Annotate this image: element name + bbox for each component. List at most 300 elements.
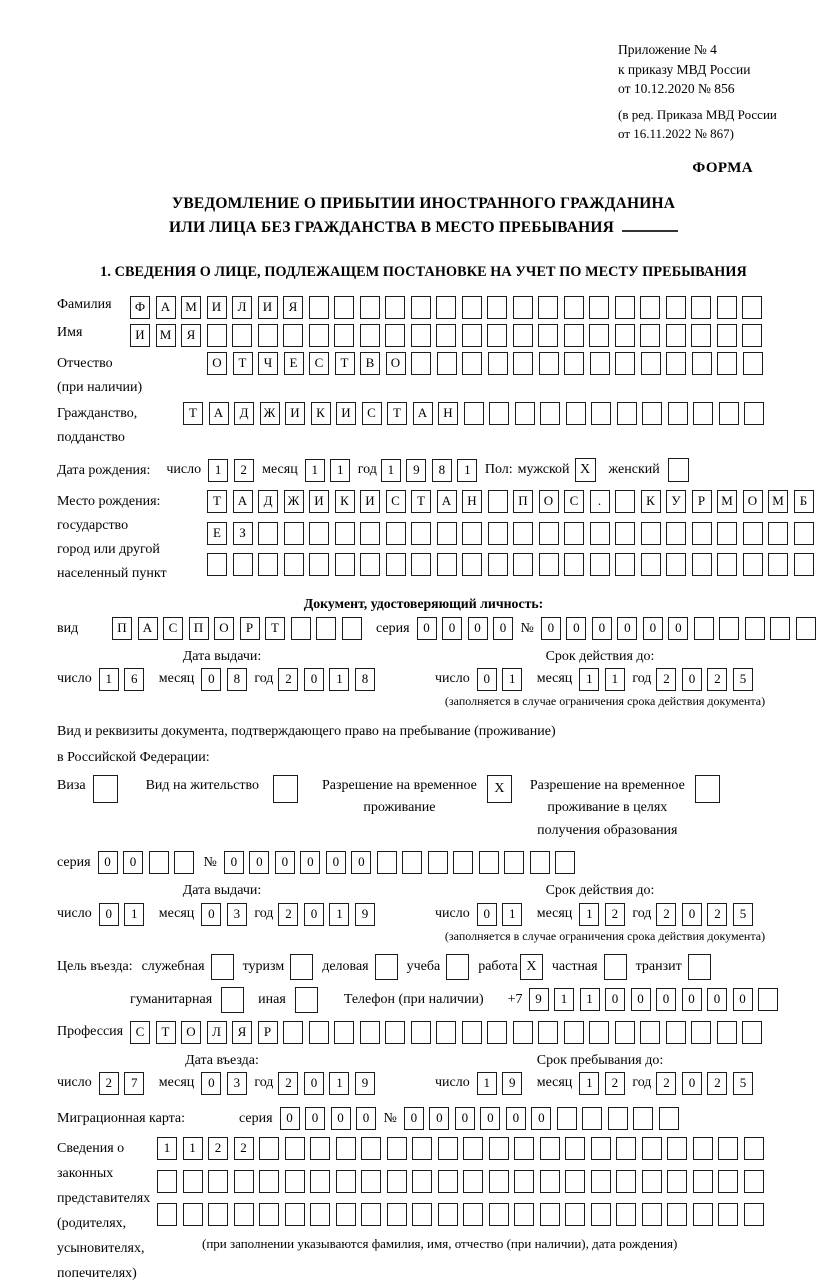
char-cell: Д (258, 490, 278, 513)
birthplace-cells-row2 (207, 522, 819, 545)
section1-heading: 1. СВЕДЕНИЯ О ЛИЦЕ, ПОДЛЕЖАЩЕМ ПОСТАНОВКЕ НА УЧЕТ ПО МЕСТУ ПРЕБЫВАНИЯ (100, 264, 747, 281)
patronymic-label-line: Отчество (57, 355, 113, 371)
char-cell: 0 (326, 851, 346, 874)
given-name-row (57, 324, 790, 347)
char-cell (693, 1203, 713, 1226)
form-title (57, 192, 790, 240)
char-cell (615, 352, 635, 375)
form-title-line2: ИЛИ ЛИЦА БЕЗ ГРАЖДАНСТВА В МЕСТО ПРЕБЫВАНИЯ (57, 216, 790, 240)
day-label: число (57, 671, 92, 687)
char-cell: 0 (541, 617, 561, 640)
char-cell (539, 553, 559, 576)
birth-month-cells (305, 459, 356, 482)
birthplace-cells-row3 (207, 553, 819, 576)
char-cell (719, 617, 739, 640)
char-cell (667, 1203, 687, 1226)
citizenship-row (57, 402, 790, 450)
purpose-business: деловая (322, 954, 397, 980)
char-cell (589, 1021, 609, 1044)
birthplace-label (57, 490, 207, 586)
char-cell: 0 (455, 1107, 475, 1130)
char-cell: И (285, 402, 305, 425)
char-cell (411, 296, 431, 319)
char-cell: С (362, 402, 382, 425)
char-cell (377, 851, 397, 874)
char-cell: 1 (124, 903, 144, 926)
option-temp-residence-label: Разрешение на временное проживание (321, 778, 477, 816)
char-cell: 0 (331, 1107, 351, 1130)
char-cell (692, 553, 712, 576)
char-cell: 2 (278, 668, 298, 691)
char-cell: С (130, 1021, 150, 1044)
char-cell (259, 1203, 279, 1226)
month-label: месяц (262, 462, 298, 478)
char-cell (342, 617, 362, 640)
char-cell (617, 402, 637, 425)
char-cell (285, 1137, 305, 1160)
char-cell (693, 1170, 713, 1193)
char-cell (717, 553, 737, 576)
char-cell (464, 402, 484, 425)
char-cell: И (309, 490, 329, 513)
char-cell (693, 1137, 713, 1160)
doc-number-label: № (520, 620, 534, 636)
entry-purpose-row2 (130, 987, 790, 1013)
annex-line: к приказу МВД России (618, 61, 751, 77)
profession-row (57, 1021, 790, 1044)
char-cell (642, 1170, 662, 1193)
phone-prefix: +7 (507, 991, 523, 1007)
char-cell (462, 352, 482, 375)
char-cell (183, 1203, 203, 1226)
char-cell (717, 352, 737, 375)
residence-issue-heading: Дата выдачи: (182, 883, 262, 899)
purpose-work: работа X (478, 954, 543, 980)
char-cell: 1 (579, 668, 599, 691)
char-cell: Б (794, 490, 814, 513)
char-cell: 7 (124, 1072, 144, 1095)
representatives-cells-row3 (157, 1203, 769, 1226)
char-cell: 0 (304, 1072, 324, 1095)
entry-month-cells (201, 1072, 252, 1095)
char-cell: 0 (631, 988, 651, 1011)
char-cell: 0 (493, 617, 513, 640)
char-cell: 0 (429, 1107, 449, 1130)
entry-date-group (57, 1052, 435, 1096)
representatives-label-line: усыновителях, (57, 1240, 145, 1256)
char-cell (234, 1203, 254, 1226)
char-cell: 8 (227, 668, 247, 691)
char-cell (360, 522, 380, 545)
char-cell: Ж (284, 490, 304, 513)
doc-type-cells (112, 617, 367, 640)
char-cell (768, 522, 788, 545)
sex-male-checkbox: X (575, 458, 596, 482)
char-cell (540, 1203, 560, 1226)
char-cell (694, 617, 714, 640)
char-cell: 1 (330, 459, 350, 482)
sex-male-label: мужской (517, 462, 570, 478)
char-cell: 2 (656, 1072, 676, 1095)
representatives-label-line: законных (57, 1166, 114, 1182)
char-cell: 1 (579, 1072, 599, 1095)
residence-valid-heading: Срок действия до: (545, 883, 655, 899)
char-cell: 9 (355, 1072, 375, 1095)
char-cell (633, 1107, 653, 1130)
entry-day-cells (99, 1072, 150, 1095)
char-cell (284, 522, 304, 545)
char-cell: С (163, 617, 183, 640)
char-cell (540, 1170, 560, 1193)
purpose-other: иная (258, 987, 318, 1013)
char-cell (259, 1170, 279, 1193)
migration-series-cells (280, 1107, 382, 1130)
doc-issue-day-cells (99, 668, 150, 691)
representatives-label (57, 1137, 157, 1286)
char-cell (642, 1203, 662, 1226)
char-cell: 8 (432, 459, 452, 482)
char-cell: Ж (260, 402, 280, 425)
char-cell (487, 296, 507, 319)
char-cell (770, 617, 790, 640)
char-cell: 0 (707, 988, 727, 1011)
char-cell (666, 324, 686, 347)
annex-line: от 10.12.2020 № 856 (618, 81, 735, 97)
residence-number-cells (224, 851, 581, 874)
char-cell: Р (240, 617, 260, 640)
char-cell: Е (284, 352, 304, 375)
month-label: месяц (536, 671, 573, 687)
purpose-other-checkbox (295, 987, 318, 1013)
representatives-cells-row1 (157, 1137, 769, 1160)
char-cell (539, 352, 559, 375)
char-cell (291, 617, 311, 640)
char-cell (336, 1170, 356, 1193)
char-cell: 1 (477, 1072, 497, 1095)
birth-date-label: Дата рождения: (57, 463, 151, 479)
purpose-tourism-checkbox (290, 954, 313, 980)
profession-label: Профессия (57, 1024, 124, 1040)
stay-until-group (435, 1052, 790, 1096)
char-cell: 0 (304, 903, 324, 926)
char-cell (608, 1107, 628, 1130)
residence-valid-month-cells (579, 903, 630, 926)
purpose-transit: транзит (636, 954, 711, 980)
char-cell (794, 522, 814, 545)
char-cell: 1 (329, 1072, 349, 1095)
char-cell (258, 324, 278, 347)
citizenship-label (57, 402, 183, 450)
char-cell (719, 402, 739, 425)
annex-line: Приложение № 4 (618, 42, 717, 57)
char-cell (590, 522, 610, 545)
char-cell (513, 324, 533, 347)
char-cell: Ф (130, 296, 150, 319)
annex-reference (618, 40, 790, 143)
char-cell: 0 (300, 851, 320, 874)
char-cell: 2 (234, 1137, 254, 1160)
char-cell: М (768, 490, 788, 513)
char-cell (453, 851, 473, 874)
char-cell: Т (233, 352, 253, 375)
char-cell: С (564, 490, 584, 513)
char-cell (335, 553, 355, 576)
char-cell: Я (181, 324, 201, 347)
char-cell (207, 553, 227, 576)
char-cell (666, 296, 686, 319)
purpose-private-checkbox (604, 954, 627, 980)
stay-year-cells (656, 1072, 758, 1095)
char-cell (428, 851, 448, 874)
char-cell: 0 (477, 668, 497, 691)
char-cell: 1 (157, 1137, 177, 1160)
char-cell (438, 1137, 458, 1160)
char-cell (692, 352, 712, 375)
char-cell: А (138, 617, 158, 640)
doc-valid-month-cells (579, 668, 630, 691)
char-cell: 0 (201, 903, 221, 926)
option-residence-permit (146, 775, 298, 803)
char-cell: Л (232, 296, 252, 319)
char-cell (642, 1137, 662, 1160)
char-cell: 0 (605, 988, 625, 1011)
char-cell: 2 (707, 1072, 727, 1095)
entry-dates (57, 1052, 790, 1096)
char-cell: 2 (605, 1072, 625, 1095)
char-cell (479, 851, 499, 874)
residence-doc-intro-line: Вид и реквизиты документа, подтверждающего право на пребывание (проживание) (57, 724, 556, 740)
doc-type-label: вид (57, 620, 79, 636)
representatives-row (57, 1137, 790, 1286)
char-cell (666, 352, 686, 375)
char-cell: З (233, 522, 253, 545)
char-cell (513, 553, 533, 576)
char-cell: О (181, 1021, 201, 1044)
month-label: месяц (536, 905, 573, 921)
option-visa (57, 775, 118, 803)
stay-day-cells (477, 1072, 528, 1095)
char-cell (718, 1203, 738, 1226)
entry-year-cells (278, 1072, 380, 1095)
doc-number-cells (541, 617, 821, 640)
char-cell (149, 851, 169, 874)
char-cell: 0 (531, 1107, 551, 1130)
residence-issue-day-cells (99, 903, 150, 926)
char-cell: Н (438, 402, 458, 425)
char-cell (691, 1021, 711, 1044)
purpose-official: служебная (142, 954, 234, 980)
char-cell: 0 (442, 617, 462, 640)
birth-day-cells (208, 459, 259, 482)
char-cell: Т (183, 402, 203, 425)
char-cell (539, 522, 559, 545)
char-cell: Р (692, 490, 712, 513)
char-cell (462, 553, 482, 576)
char-cell (208, 1203, 228, 1226)
char-cell (591, 1170, 611, 1193)
char-cell: М (156, 324, 176, 347)
purpose-tourism: туризм (243, 954, 314, 980)
char-cell (488, 553, 508, 576)
residence-issue-year-cells (278, 903, 380, 926)
char-cell: К (311, 402, 331, 425)
char-cell (309, 324, 329, 347)
char-cell: 1 (329, 903, 349, 926)
sex-female-label: женский (608, 462, 660, 478)
char-cell: 0 (733, 988, 753, 1011)
char-cell: Ч (258, 352, 278, 375)
char-cell: 0 (480, 1107, 500, 1130)
char-cell (462, 296, 482, 319)
given-name-label: Имя (57, 324, 83, 340)
char-cell (412, 1170, 432, 1193)
char-cell (387, 1203, 407, 1226)
profession-cells (130, 1021, 768, 1044)
citizenship-label-line: подданство (57, 430, 125, 446)
char-cell: . (590, 490, 610, 513)
char-cell: О (207, 352, 227, 375)
char-cell (692, 522, 712, 545)
char-cell (768, 553, 788, 576)
char-cell (437, 553, 457, 576)
doc-issue-heading: Дата выдачи: (182, 648, 262, 664)
option-temp-residence-checkbox: X (487, 775, 512, 803)
char-cell: 0 (617, 617, 637, 640)
char-cell (259, 1137, 279, 1160)
char-cell: 0 (643, 617, 663, 640)
residence-doc-intro (57, 719, 790, 771)
char-cell (717, 296, 737, 319)
char-cell (591, 1137, 611, 1160)
char-cell: 0 (682, 903, 702, 926)
char-cell (334, 324, 354, 347)
year-label: год (632, 905, 652, 921)
char-cell: 1 (580, 988, 600, 1011)
char-cell (513, 296, 533, 319)
char-cell (564, 553, 584, 576)
sex-label: Пол: (484, 462, 513, 478)
char-cell (360, 296, 380, 319)
char-cell: Я (283, 296, 303, 319)
year-label: год (632, 671, 652, 687)
char-cell (745, 617, 765, 640)
char-cell: 0 (477, 903, 497, 926)
char-cell (488, 352, 508, 375)
char-cell: Т (335, 352, 355, 375)
patronymic-cells (207, 352, 768, 375)
option-temp-residence (322, 775, 512, 820)
char-cell: Р (258, 1021, 278, 1044)
char-cell: А (209, 402, 229, 425)
char-cell (487, 324, 507, 347)
char-cell: 0 (682, 668, 702, 691)
char-cell: 1 (605, 668, 625, 691)
purpose-study-checkbox (446, 954, 469, 980)
char-cell (258, 522, 278, 545)
char-cell (309, 296, 329, 319)
char-cell: 2 (234, 459, 254, 482)
char-cell (174, 851, 194, 874)
char-cell (334, 1021, 354, 1044)
char-cell (743, 553, 763, 576)
char-cell (642, 402, 662, 425)
char-cell (717, 324, 737, 347)
char-cell (360, 553, 380, 576)
char-cell (513, 352, 533, 375)
year-label: год (632, 1075, 652, 1091)
char-cell: Т (265, 617, 285, 640)
char-cell (463, 1170, 483, 1193)
char-cell: 1 (457, 459, 477, 482)
char-cell (411, 553, 431, 576)
char-cell (666, 522, 686, 545)
char-cell (436, 296, 456, 319)
char-cell: Т (156, 1021, 176, 1044)
identity-doc-row (57, 617, 790, 640)
char-cell: 1 (305, 459, 325, 482)
residence-series-label: серия (57, 854, 91, 870)
char-cell (666, 553, 686, 576)
char-cell (411, 1021, 431, 1044)
residence-valid-day-cells (477, 903, 528, 926)
char-cell (589, 324, 609, 347)
char-cell: 0 (201, 668, 221, 691)
month-label: месяц (536, 1075, 573, 1091)
given-name-cells (130, 324, 768, 347)
char-cell (659, 1107, 679, 1130)
char-cell (504, 851, 524, 874)
char-cell (564, 1021, 584, 1044)
char-cell: 0 (468, 617, 488, 640)
char-cell: 0 (566, 617, 586, 640)
char-cell: 2 (278, 903, 298, 926)
char-cell (744, 1137, 764, 1160)
patronymic-row (57, 352, 790, 400)
char-cell (513, 522, 533, 545)
char-cell (489, 1170, 509, 1193)
annex-note-line: (в ред. Приказа МВД России (618, 106, 777, 122)
char-cell: К (641, 490, 661, 513)
char-cell (360, 324, 380, 347)
char-cell (361, 1137, 381, 1160)
char-cell (208, 1170, 228, 1193)
surname-row (57, 296, 790, 319)
char-cell (309, 553, 329, 576)
char-cell: О (743, 490, 763, 513)
char-cell: 8 (355, 668, 375, 691)
char-cell (666, 1021, 686, 1044)
char-cell (334, 296, 354, 319)
char-cell (489, 1137, 509, 1160)
char-cell (589, 296, 609, 319)
char-cell (668, 402, 688, 425)
char-cell (615, 1021, 635, 1044)
char-cell: Я (232, 1021, 252, 1044)
patronymic-label-line: (при наличии) (57, 379, 143, 395)
char-cell (310, 1137, 330, 1160)
char-cell (615, 522, 635, 545)
char-cell (411, 352, 431, 375)
char-cell (233, 553, 253, 576)
birth-date-row (57, 458, 790, 482)
month-label: месяц (158, 671, 195, 687)
char-cell: О (214, 617, 234, 640)
char-cell: 5 (733, 1072, 753, 1095)
char-cell (565, 1137, 585, 1160)
char-cell (437, 522, 457, 545)
char-cell (742, 296, 762, 319)
char-cell (718, 1170, 738, 1193)
